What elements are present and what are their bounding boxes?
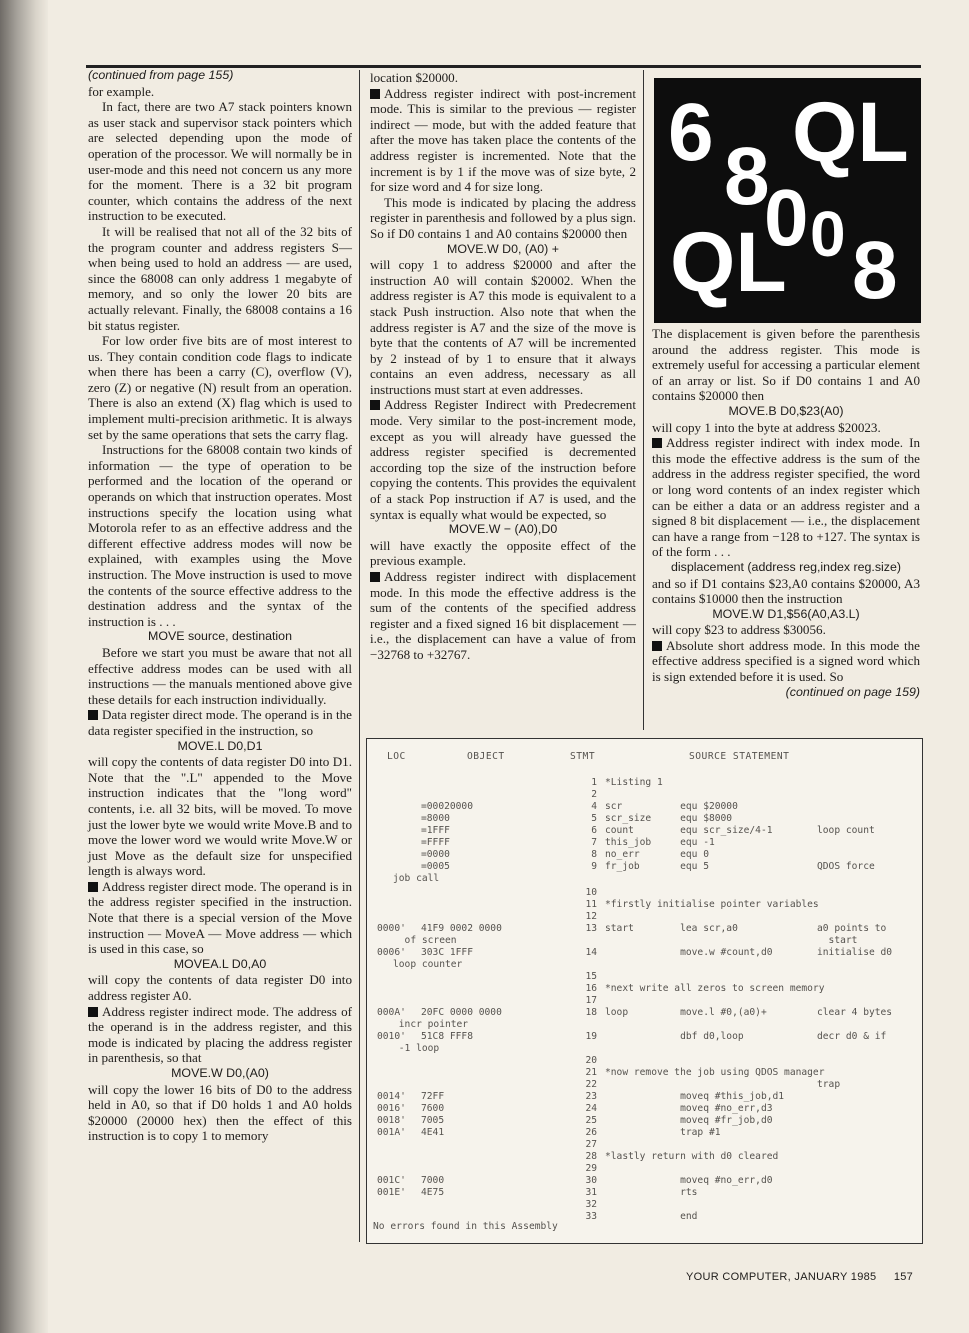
bullet-square-icon: [88, 882, 98, 892]
listing-stmt: 12: [585, 911, 597, 922]
listing-loc: 0000': [377, 923, 406, 934]
listing-row: [373, 837, 918, 849]
paragraph-text: Address register indirect with post-increment mode. This is similar to the previous — register indirect — mode, but with the added feature that after the move has taken place the contents of the address register is incremented. Note that the increment is by 1 if the move was of size byte, 2 for size word and 4 for size long.: [370, 85, 636, 195]
listing-source: scr_size equ $8000: [605, 813, 733, 824]
paragraph: location $20000.: [370, 70, 459, 85]
listing-row: [373, 959, 918, 971]
code-line: MOVE.W D0, (A0) +: [447, 241, 559, 256]
paragraph: [88, 1004, 352, 1066]
listing-stmt: 10: [585, 887, 597, 898]
listing-row: [373, 1067, 918, 1079]
listing-loc: 0014': [377, 1091, 406, 1102]
listing-row: [373, 1187, 918, 1199]
listing-comment: QDOS force: [817, 861, 875, 872]
logo-digit: 6: [668, 87, 714, 178]
listing-object: 20FC 0000 0000: [421, 1007, 502, 1018]
logo-text: QL: [792, 85, 909, 179]
listing-object: 72FF: [421, 1091, 445, 1102]
listing-row: [373, 1139, 918, 1151]
listing-loc: 0006': [377, 947, 406, 958]
listing-object: 7000: [421, 1175, 445, 1186]
paragraph: Before we start you must be aware that not all effective address modes can be used with all instructions — the manuals mentioned above give these details for each instruction individually.: [88, 644, 352, 707]
listing-footer: No errors found in this Assembly: [373, 1221, 558, 1232]
listing-object: =1FFF: [421, 825, 450, 836]
listing-source: *firstly initialise pointer variables: [605, 899, 819, 910]
paragraph-text: Data register direct mode. The operand is in the data register specified in the instruction, so: [88, 707, 352, 738]
listing-loc: job call: [393, 873, 440, 884]
listing-stmt: 9: [591, 861, 597, 872]
header-loc: LOC: [387, 751, 406, 762]
column-rule: [643, 70, 644, 730]
paragraph: The displacement is given before the parenthesis around the address register. This mode is extremely useful for accessing a particular element of an array or list. So if D0 contains 1 and A0 contains $20000 then: [652, 326, 920, 404]
paragraph: will copy the contents of data register D0 into D1. Note that the ".L" appended to the Move instruction indicates that the "long word" contents, i.e. all 32 bits, will be moved. To move just the lower byte we would write Move.B and to move the lower word we would write Move.W or just Move as the default size for unspecified length is always word.: [88, 754, 352, 879]
listing-stmt: 1: [591, 777, 597, 788]
paragraph: will have exactly the opposite effect of the previous example.: [370, 537, 636, 569]
paragraph: and so if D1 contains $23,A0 contains $20000, A3 contains $10000 then the instruction: [652, 575, 920, 607]
code-line: MOVE.W D0,(A0): [171, 1066, 269, 1080]
listing-object: =00020000: [421, 801, 473, 812]
paragraph: will copy the lower 16 bits of D0 to the address held in A0, so that if D0 holds 1 and A0 holds $20000 (20000 hex) then the effect of this instruction is to copy 1 to memory: [88, 1081, 352, 1144]
listing-source: loop move.l #0,(a0)+: [605, 1007, 767, 1018]
code-line: MOVEA.L D0,A0: [173, 956, 267, 971]
code-line: MOVE source, destination: [148, 629, 292, 644]
listing-source: no_err equ 0: [605, 849, 709, 860]
listing-loc: incr pointer: [393, 1019, 469, 1030]
paragraph-text: Address register indirect mode. The address of the operand is in the address register, and this mode is indicated by placing the address register in parenthesis, so that: [88, 1003, 352, 1066]
listing-stmt: 30: [585, 1175, 597, 1186]
paragraph-text: Address register indirect with displacement mode. In this mode the effective address is the sum of the contents of the specified address register and a fixed signed 16 bit displacement — i.e., the displacement can have a value of from −32768 to +32767.: [370, 569, 636, 662]
listing-object: 4E41: [421, 1127, 445, 1138]
listing-stmt: 32: [585, 1199, 597, 1210]
logo-digit: 8: [852, 225, 898, 316]
listing-source: *Listing 1: [605, 777, 663, 788]
code-line: MOVE.W − (A0),D0: [448, 522, 558, 537]
listing-source: trap #1: [605, 1127, 721, 1138]
listing-stmt: 8: [591, 849, 597, 860]
listing-row: [373, 1091, 918, 1103]
listing-stmt: 14: [585, 947, 597, 958]
listing-row: [373, 1079, 918, 1091]
listing-comment: initialise d0: [817, 947, 893, 958]
listing-stmt: 28: [585, 1151, 597, 1162]
listing-row: [373, 1007, 918, 1019]
listing-comment: clear 4 bytes: [817, 1007, 893, 1018]
paragraph: [88, 707, 352, 738]
listing-stmt: 13: [585, 923, 597, 934]
listing-row: [373, 825, 918, 837]
paragraph: [370, 86, 636, 195]
listing-object: 7600: [421, 1103, 445, 1114]
listing-row: [373, 923, 918, 935]
listing-stmt: 19: [585, 1031, 597, 1042]
listing-object: 51C8 FFF8: [421, 1031, 473, 1042]
listing-row: [373, 873, 918, 885]
page-number: 157: [893, 1271, 914, 1283]
listing-row: [373, 1115, 918, 1127]
paragraph: will copy $23 to address $30056.: [652, 622, 826, 638]
listing-stmt: 26: [585, 1127, 597, 1138]
listing-stmt: 17: [585, 995, 597, 1006]
listing-row: [373, 849, 918, 861]
listing-comment: start: [817, 935, 858, 946]
listing-stmt: 2: [591, 789, 597, 800]
paragraph: will copy the contents of data register D0 into address register A0.: [88, 972, 352, 1004]
listing-row: [373, 1019, 918, 1031]
listing-row: [373, 1175, 918, 1187]
listing-row: [373, 789, 918, 801]
listing-comment: trap: [817, 1079, 841, 1090]
listing-row: [373, 1199, 918, 1211]
bullet-square-icon: [370, 572, 380, 582]
listing-row: [373, 1127, 918, 1139]
column-3: [652, 326, 920, 700]
listing-row: [373, 995, 918, 1007]
listing-row: [373, 935, 918, 947]
listing-stmt: 21: [585, 1067, 597, 1078]
listing-stmt: 7: [591, 837, 597, 848]
listing-row: [373, 1031, 918, 1043]
listing-row: [373, 983, 918, 995]
continued-from: (continued from page 155): [88, 68, 234, 82]
paragraph-text: Address register direct mode. The operand is in the address register specified in the instruction. Note that there is a special version of the Move instruction — MoveA — Move address — which is used in this case, so: [88, 878, 352, 957]
paragraph: It will be realised that not all of the 32 bits of the program counter and address registers S— when being used to hold an address — are used, since the 68008 can only address 1 megabyte of memory, and so only the lower 20 bits are actually relevant. Finally, the 68008 contains a 16 bit status register.: [88, 223, 352, 333]
listing-stmt: 27: [585, 1139, 597, 1150]
paragraph: For low order five bits are of most interest to us. They contain condition code flags to indicate when there has been a carry (C), overflow (V), zero (Z) or negative (N) result from an operation. There is also an extend (X) flag which is used to implement multi-precision arithmetic. It is always set by the same operations that sets the carry flag.: [88, 333, 352, 442]
code-line: MOVE.B D0,$23(A0): [728, 403, 844, 418]
listing-stmt: 5: [591, 813, 597, 824]
listing-loc: 000A': [377, 1007, 406, 1018]
binding-gutter: [0, 0, 48, 1333]
logo-68008-ql: [654, 78, 921, 323]
listing-loc: 0016': [377, 1103, 406, 1114]
header-stmt: STMT: [570, 751, 596, 762]
column-2: [370, 70, 636, 663]
paragraph: will copy 1 to address $20000 and after the instruction A0 will contain $20002. When the address register is A7 this mode is equivalent to a stack Push instruction. Also note that when the address register is A7 and the size of the move is byte that the contents of A7 will be incremented by 2 instead of by 1 to ensure that it always contains an even address, necessary as all instructions must start at even addresses.: [370, 257, 636, 397]
listing-comment: a0 points to: [817, 923, 887, 934]
listing-comment: loop count: [817, 825, 875, 836]
listing-object: 303C 1FFF: [421, 947, 473, 958]
listing-object: 4E75: [421, 1187, 445, 1198]
listing-row: [373, 1151, 918, 1163]
listing-source: count equ scr_size/4-1: [605, 825, 773, 836]
listing-source: scr equ $20000: [605, 801, 738, 812]
listing-object: =8000: [421, 813, 450, 824]
listing-object: =FFFF: [421, 837, 450, 848]
listing-row: [373, 801, 918, 813]
listing-loc: of screen: [393, 935, 457, 946]
listing-row: [373, 971, 918, 983]
listing-loc: 001C': [377, 1175, 406, 1186]
listing-stmt: 29: [585, 1163, 597, 1174]
header-object: OBJECT: [467, 751, 505, 762]
listing-stmt: 25: [585, 1115, 597, 1126]
listing-source: move.w #count,d0: [605, 947, 773, 958]
listing-row: [373, 1163, 918, 1175]
paragraph: [370, 569, 636, 663]
paragraph: for example.: [88, 83, 155, 99]
listing-row: [373, 1043, 918, 1055]
paragraph: will copy 1 into the byte at address $20023.: [652, 419, 881, 435]
listing-row: [373, 777, 918, 789]
listing-row: [373, 947, 918, 959]
paragraph: This mode is indicated by placing the address register in parenthesis and followed by a plus sign. So if D0 contains 1 and A0 contains $20000 then: [370, 194, 636, 241]
listing-loc: 001E': [377, 1187, 406, 1198]
listing-stmt: 22: [585, 1079, 597, 1090]
listing-stmt: 18: [585, 1007, 597, 1018]
paragraph: [370, 397, 636, 522]
paragraph-text: Absolute short address mode. In this mode the effective address specified is a signed word which is sign extended before it is used. So: [652, 637, 920, 685]
paragraph: In fact, there are two A7 stack pointers known as user stack and supervisor stack pointers which are selected depending upon the mode of operation of the processor. We will normally be in user-mode and this need not concern us any more for the moment. There is a 32 bit program counter, which contains the address of the next instruction to be executed.: [88, 99, 352, 224]
listing-source: moveq #this_job,d1: [605, 1091, 785, 1102]
listing-stmt: 23: [585, 1091, 597, 1102]
listing-source: *lastly return with d0 cleared: [605, 1151, 779, 1162]
listing-source: moveq #no_err,d0: [605, 1175, 773, 1186]
code-line: displacement (address reg,index reg.size): [670, 559, 902, 574]
logo-digit: 8: [724, 131, 770, 222]
listing-stmt: 33: [585, 1211, 597, 1222]
paragraph: Instructions for the 68008 contain two kinds of information — the type of operation to be performed and the location of the operand or operands on which that instruction operates. Most instructions specify the location using what Motorola refer to as an effective address and the different effective address modes will now be explained, with examples using the Move instruction. The Move instruction is used to move the contents of the source effective address to the destination address and the syntax of the instruction is . . .: [88, 442, 352, 629]
listing-source: moveq #no_err,d3: [605, 1103, 773, 1114]
paragraph-text: Address Register Indirect with Predecrement mode. Very similar to the post-increment mode, except as you will already have guessed the address register specified is decremented according top the size of the instruction before copying the contents. This provides the equivalent of a stack Pop instruction if A7 is used, and the syntax is equally what would be expected, so: [370, 397, 636, 522]
listing-stmt: 20: [585, 1055, 597, 1066]
paragraph: [652, 638, 920, 685]
listing-source: *next write all zeros to screen memory: [605, 983, 825, 994]
listing-stmt: 4: [591, 801, 597, 812]
listing-source: moveq #fr_job,d0: [605, 1115, 773, 1126]
code-line: MOVE.W D1,$56(A0,A3.L): [712, 606, 860, 621]
listing-stmt: 6: [591, 825, 597, 836]
listing-row: [373, 813, 918, 825]
paragraph: [88, 879, 352, 957]
listing-source: *now remove the job using QDOS manager: [605, 1067, 825, 1078]
listing-row: [373, 861, 918, 873]
logo-digit: 0: [764, 173, 809, 262]
logo-text: QL: [670, 215, 787, 309]
listing-object: 7005: [421, 1115, 445, 1126]
listing-source: dbf d0,loop: [605, 1031, 744, 1042]
listing-object: 41F9 0002 0000: [421, 923, 502, 934]
listing-stmt: 31: [585, 1187, 597, 1198]
listing-object: =0005: [421, 861, 450, 872]
column-1: [88, 68, 352, 1144]
listing-comment: decr d0 & if: [817, 1031, 887, 1042]
listing-row: [373, 1103, 918, 1115]
listing-source: end: [605, 1211, 698, 1222]
page-footer: [686, 1271, 913, 1283]
column-rule: [359, 70, 360, 1242]
listing-source: this_job equ -1: [605, 837, 715, 848]
listing-stmt: 11: [585, 899, 597, 910]
listing-row: [373, 899, 918, 911]
bullet-square-icon: [652, 438, 662, 448]
continued-on: (continued on page 159): [785, 684, 920, 699]
bullet-square-icon: [88, 1007, 98, 1017]
listing-row: [373, 911, 918, 923]
listing-stmt: 15: [585, 971, 597, 982]
assembly-listing: [366, 738, 923, 1244]
listing-object: =0000: [421, 849, 450, 860]
header-source: SOURCE STATEMENT: [689, 751, 790, 762]
listing-row: [373, 887, 918, 899]
paragraph-text: Address register indirect with index mode. In this mode the effective address is the sum of the address in the address register specified, the word or long word contents of an index register which can be either a data or an address register and a signed 8 bit displacement — i.e., the displacement can have a range from −128 to +127. The syntax is of the form . . .: [652, 435, 920, 560]
listing-loc: 001A': [377, 1127, 406, 1138]
listing-loc: loop counter: [393, 959, 463, 970]
listing-loc: -1 loop: [393, 1043, 440, 1054]
paragraph: [652, 435, 920, 560]
footer-publication: YOUR COMPUTER, JANUARY 1985: [686, 1271, 877, 1283]
logo-digit: 0: [810, 198, 846, 270]
code-line: MOVE.L D0,D1: [177, 738, 263, 753]
listing-source: start lea scr,a0: [605, 923, 738, 934]
bullet-square-icon: [88, 710, 98, 720]
bullet-square-icon: [370, 400, 380, 410]
listing-loc: 0018': [377, 1115, 406, 1126]
listing-source: rts: [605, 1187, 698, 1198]
listing-stmt: 16: [585, 983, 597, 994]
listing-stmt: 24: [585, 1103, 597, 1114]
listing-source: fr_job equ 5: [605, 861, 709, 872]
listing-row: [373, 1055, 918, 1067]
bullet-square-icon: [370, 89, 380, 99]
bullet-square-icon: [652, 641, 662, 651]
listing-loc: 0010': [377, 1031, 406, 1042]
